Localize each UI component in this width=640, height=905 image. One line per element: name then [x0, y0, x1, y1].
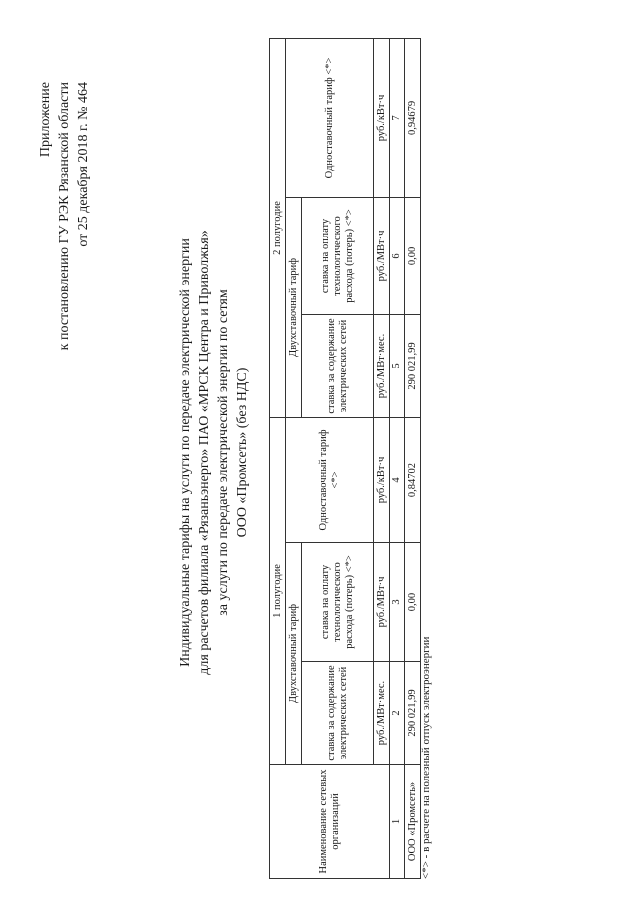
document-title [176, 0, 252, 905]
column-number: 6 [390, 197, 405, 314]
header-row-period [270, 38, 286, 878]
column-number: 1 [390, 765, 405, 879]
appendix-date: от 25 декабря 2018 г. № 464 [76, 82, 91, 247]
h1-maintenance-value: 290 021,99 [405, 662, 421, 765]
h1-single-value: 0,84702 [405, 417, 421, 542]
footnote: <*> - в расчете на полезный отпуск электроэнергии [420, 636, 432, 879]
h2-single-value: 0,94679 [405, 38, 421, 197]
half1-header: 1 полугодие [270, 417, 286, 764]
column-number-row [390, 38, 405, 878]
h1-single-rate-header: Одноставочный тариф <*> [286, 417, 374, 542]
h2-maintenance-header: ставка за содержание электрических сетей [302, 314, 374, 417]
column-number: 4 [390, 417, 405, 542]
h2-losses-unit: руб./МВт·ч [374, 197, 390, 314]
h2-maintenance-unit: руб./МВт·мес. [374, 314, 390, 417]
h2-two-part-header: Двухставочный тариф [286, 197, 302, 417]
header-row-units [374, 38, 390, 878]
h1-losses-unit: руб./МВт·ч [374, 543, 390, 662]
h1-two-part-header: Двухставочный тариф [286, 543, 302, 765]
column-number: 3 [390, 543, 405, 662]
title-line-4: ООО «Промсеть» (без НДС) [235, 367, 250, 538]
h2-single-unit: руб./кВт·ч [374, 38, 390, 197]
h2-losses-header: ставка на оплату технологического расхода (потерь) <*> [302, 197, 374, 314]
title-line-3: за услуги по передаче электрической энергии по сетям [216, 289, 231, 616]
appendix-block [36, 82, 93, 350]
h1-maintenance-unit: руб./МВт·мес. [374, 662, 390, 765]
column-number: 5 [390, 314, 405, 417]
column-number: 2 [390, 662, 405, 765]
h1-losses-value: 0,00 [405, 543, 421, 662]
column-number: 7 [390, 38, 405, 197]
half2-header: 2 полугодие [270, 38, 286, 417]
org-name-cell: ООО «Промсеть» [405, 765, 421, 879]
tariffs-table [269, 38, 421, 879]
h1-maintenance-header: ставка за содержание электрических сетей [302, 662, 374, 765]
h2-single-rate-header: Одноставочный тариф <*> [286, 38, 374, 197]
h2-maintenance-value: 290 021,99 [405, 314, 421, 417]
appendix-label: Приложение [38, 82, 53, 158]
title-line-1: Индивидуальные тарифы на услуги по передаче электрической энергии [178, 238, 193, 667]
h2-losses-value: 0,00 [405, 197, 421, 314]
table-row [405, 38, 421, 878]
header-row-kind [286, 38, 302, 878]
h1-single-unit: руб./кВт·ч [374, 417, 390, 542]
org-header: Наименование сетевых организаций [270, 765, 390, 879]
h1-losses-header: ставка на оплату технологического расхода (потерь) <*> [302, 543, 374, 662]
appendix-reference: к постановлению ГУ РЭК Рязанской области [57, 82, 72, 351]
title-line-2: для расчетов филиала «Рязаньэнерго» ПАО «МРСК Центра и Приволжья» [197, 230, 212, 675]
